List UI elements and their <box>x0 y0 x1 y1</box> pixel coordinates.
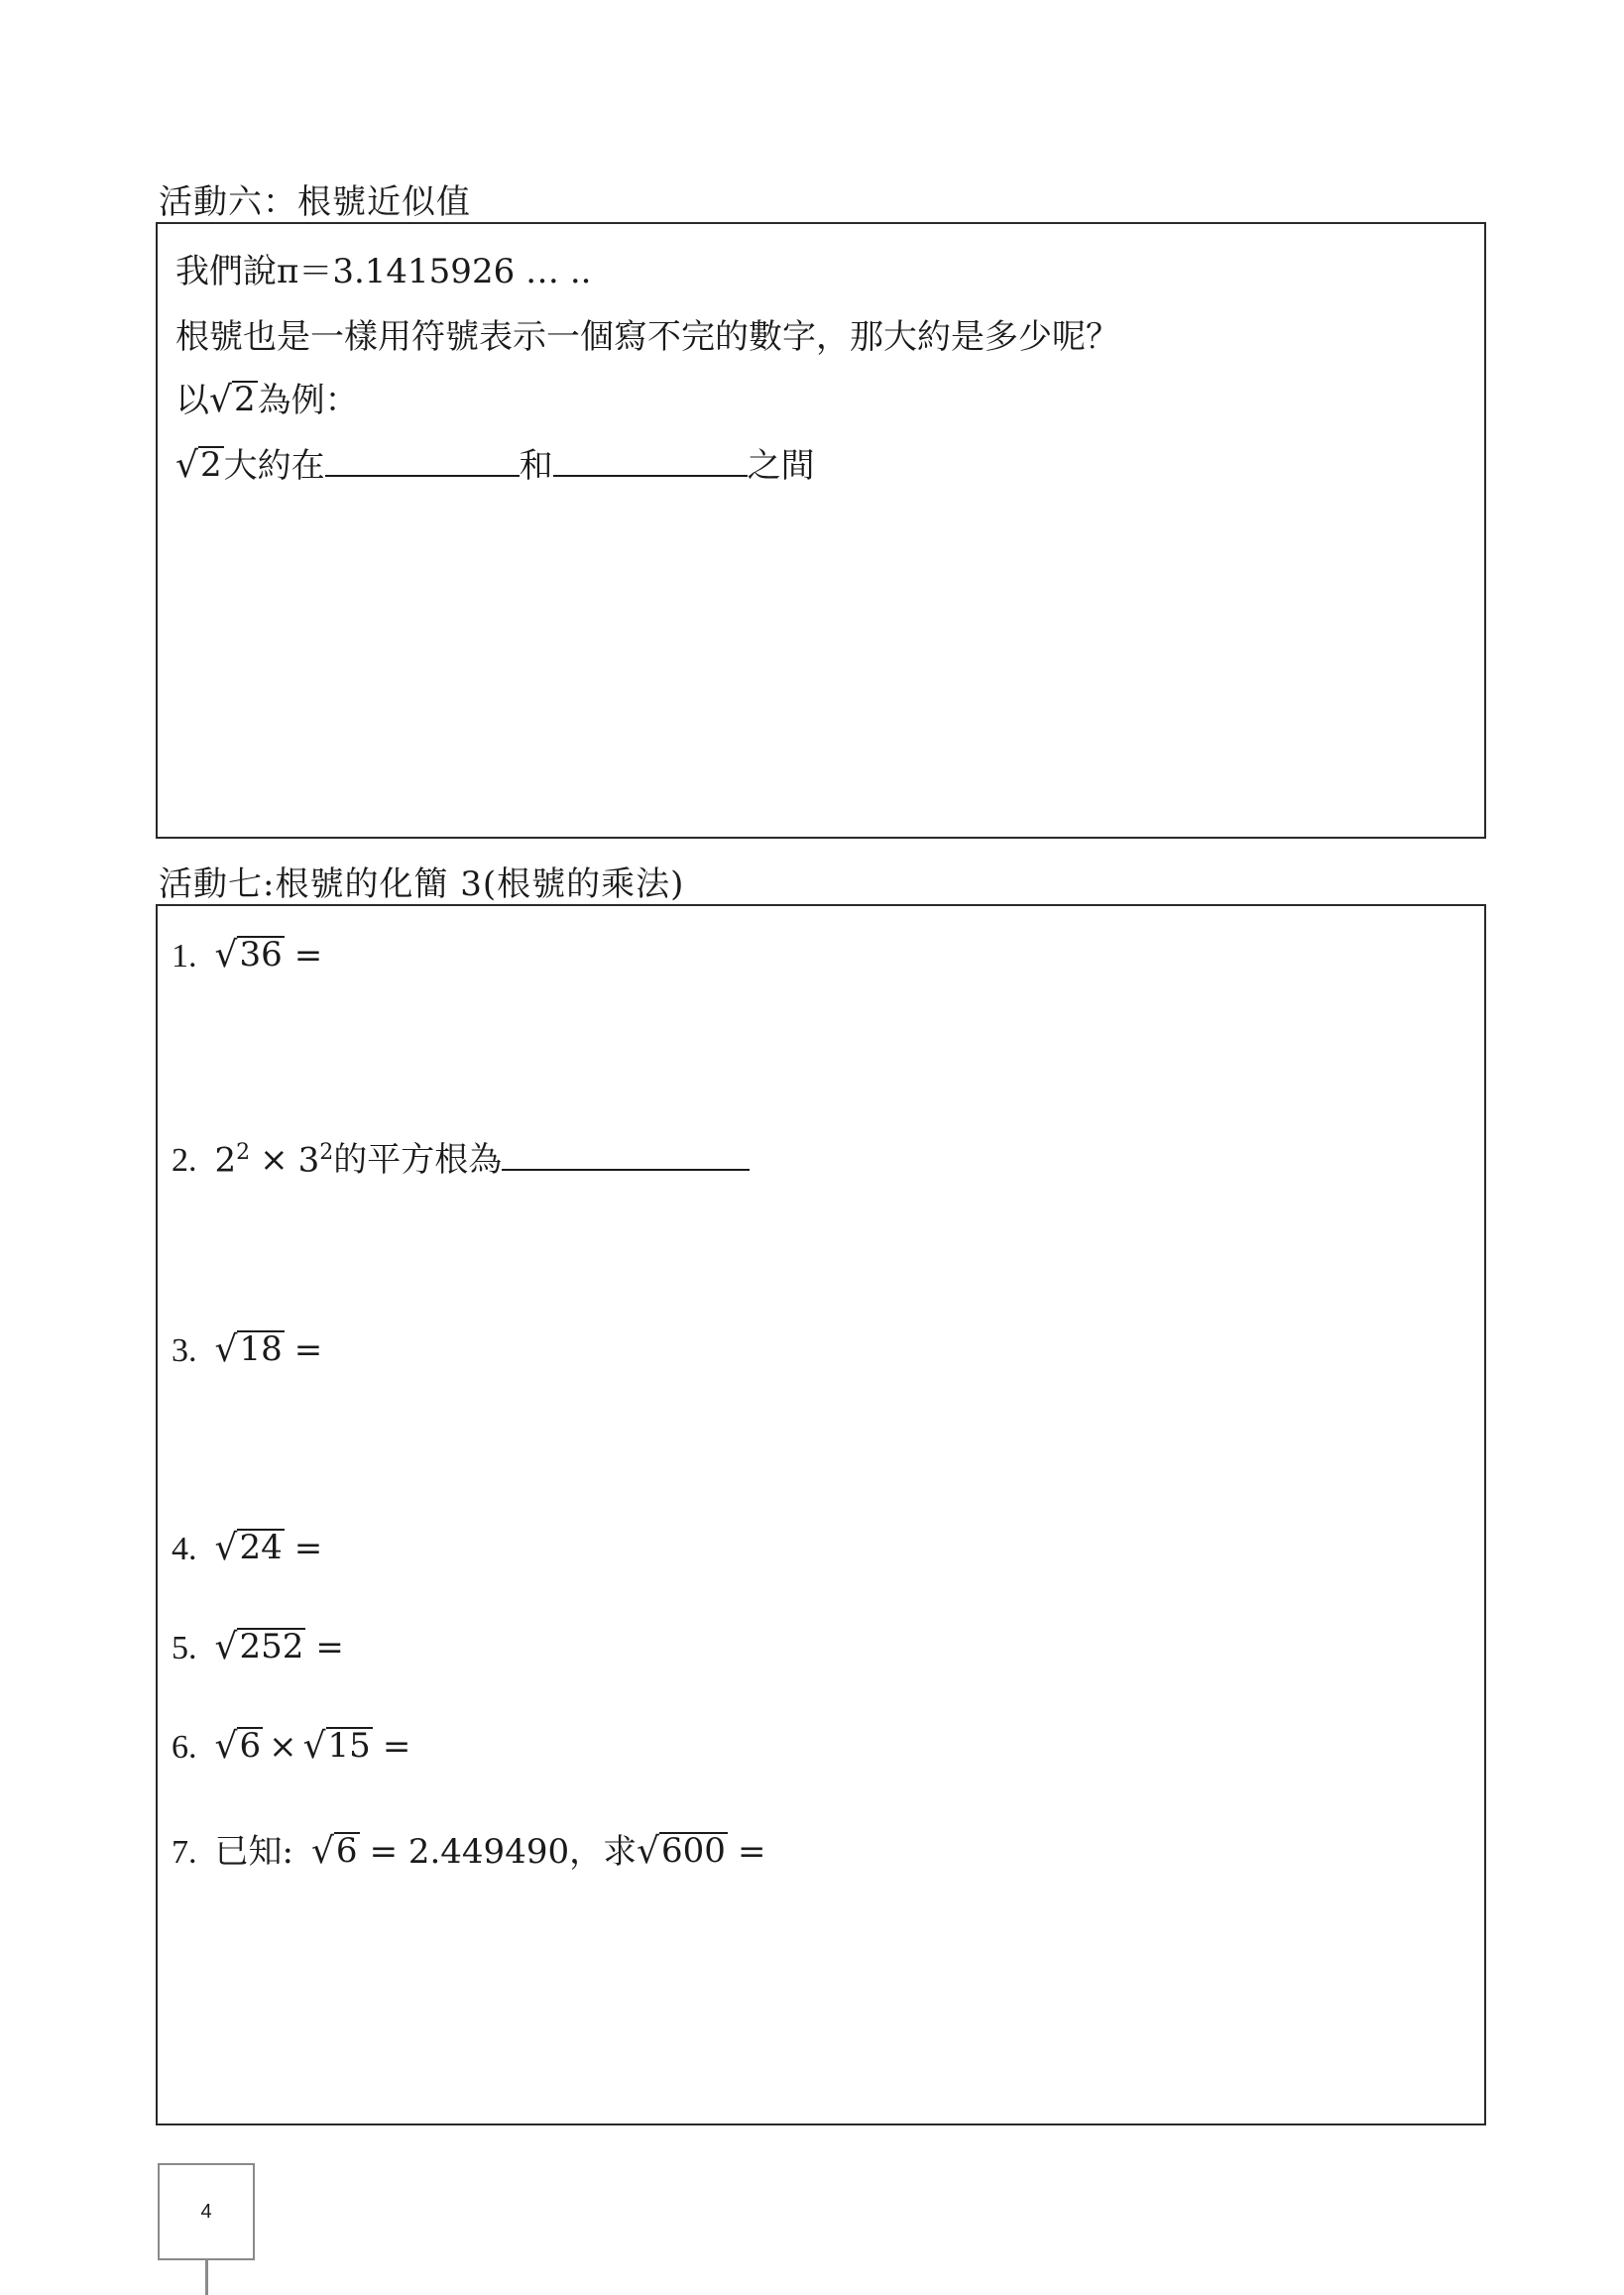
question-number: 7. <box>172 1834 197 1871</box>
given-value: = 2.449490，求 <box>369 1832 638 1872</box>
sqrt-expression: √ 18 <box>214 1329 283 1370</box>
times-sign: × <box>269 1727 297 1767</box>
sqrt-expression: √ 36 <box>214 935 283 975</box>
question-2-text: 的平方根為 <box>333 1140 503 1180</box>
equals-sign: = <box>382 1727 411 1767</box>
activity6-line4-a: 大約在 <box>223 446 325 486</box>
question-6 <box>172 1727 410 1767</box>
sqrt-expression: √ 15 <box>302 1726 371 1767</box>
equals-sign: = <box>737 1832 766 1872</box>
question-number: 4. <box>172 1531 197 1567</box>
question-7 <box>172 1824 765 1873</box>
page-number-stem <box>205 2260 208 2295</box>
activity6-line4 <box>175 438 815 487</box>
activity7-title: 活動七:根號的化簡 3(根號的乘法) <box>159 864 685 904</box>
question-2 <box>172 1132 750 1181</box>
activity6-line4-b: 和 <box>519 446 553 486</box>
sqrt-expression: √ 252 <box>214 1627 304 1667</box>
sqrt-expression: √ 24 <box>214 1528 283 1568</box>
question-number: 1. <box>172 938 197 975</box>
equals-sign: = <box>293 936 323 975</box>
question-7-prefix: 已知: <box>214 1832 293 1872</box>
power-expression: $2^2$ <box>214 1139 251 1180</box>
question-4 <box>172 1529 322 1568</box>
activity7-box <box>156 904 1486 2125</box>
question-number: 2. <box>172 1142 197 1179</box>
activity6-line1-prefix: 我們說 <box>175 252 277 291</box>
question-5 <box>172 1628 344 1667</box>
activity6-line3-prefix: 以 <box>175 381 209 420</box>
pi-value: π＝3.1415926 … .. <box>277 252 592 291</box>
power-expression: $3^2$ <box>297 1139 334 1180</box>
activity6-line1 <box>175 244 591 292</box>
sqrt-expression: √ 600 <box>637 1831 726 1872</box>
question-number: 3. <box>172 1332 197 1369</box>
sqrt-expression: √ 2 <box>209 380 256 420</box>
activity6-title: 活動六：根號近似值 <box>159 182 471 222</box>
sqrt-expression: √ 2 <box>175 445 222 486</box>
question-1 <box>172 936 322 975</box>
sqrt-expression: √ 6 <box>214 1726 262 1767</box>
equals-sign: = <box>293 1529 323 1568</box>
answer-blank[interactable] <box>553 445 748 477</box>
sqrt-expression: √ 6 <box>310 1831 358 1872</box>
activity6-box <box>156 222 1486 839</box>
page-number: 4 <box>200 2200 212 2223</box>
page-number-box <box>158 2163 255 2260</box>
equals-sign: = <box>315 1628 344 1667</box>
activity6-line3 <box>175 373 359 421</box>
answer-blank[interactable] <box>502 1139 750 1171</box>
times-sign: × <box>260 1140 289 1180</box>
question-3 <box>172 1330 322 1370</box>
equals-sign: = <box>293 1330 323 1370</box>
activity6-line4-c: 之間 <box>747 446 815 486</box>
answer-blank[interactable] <box>325 445 520 477</box>
activity6-line3-suffix: 為例： <box>257 381 359 420</box>
question-number: 6. <box>172 1729 197 1766</box>
activity6-line2: 根號也是一樣用符號表示一個寫不完的數字，那大約是多少呢？ <box>175 317 1119 357</box>
question-number: 5. <box>172 1630 197 1666</box>
